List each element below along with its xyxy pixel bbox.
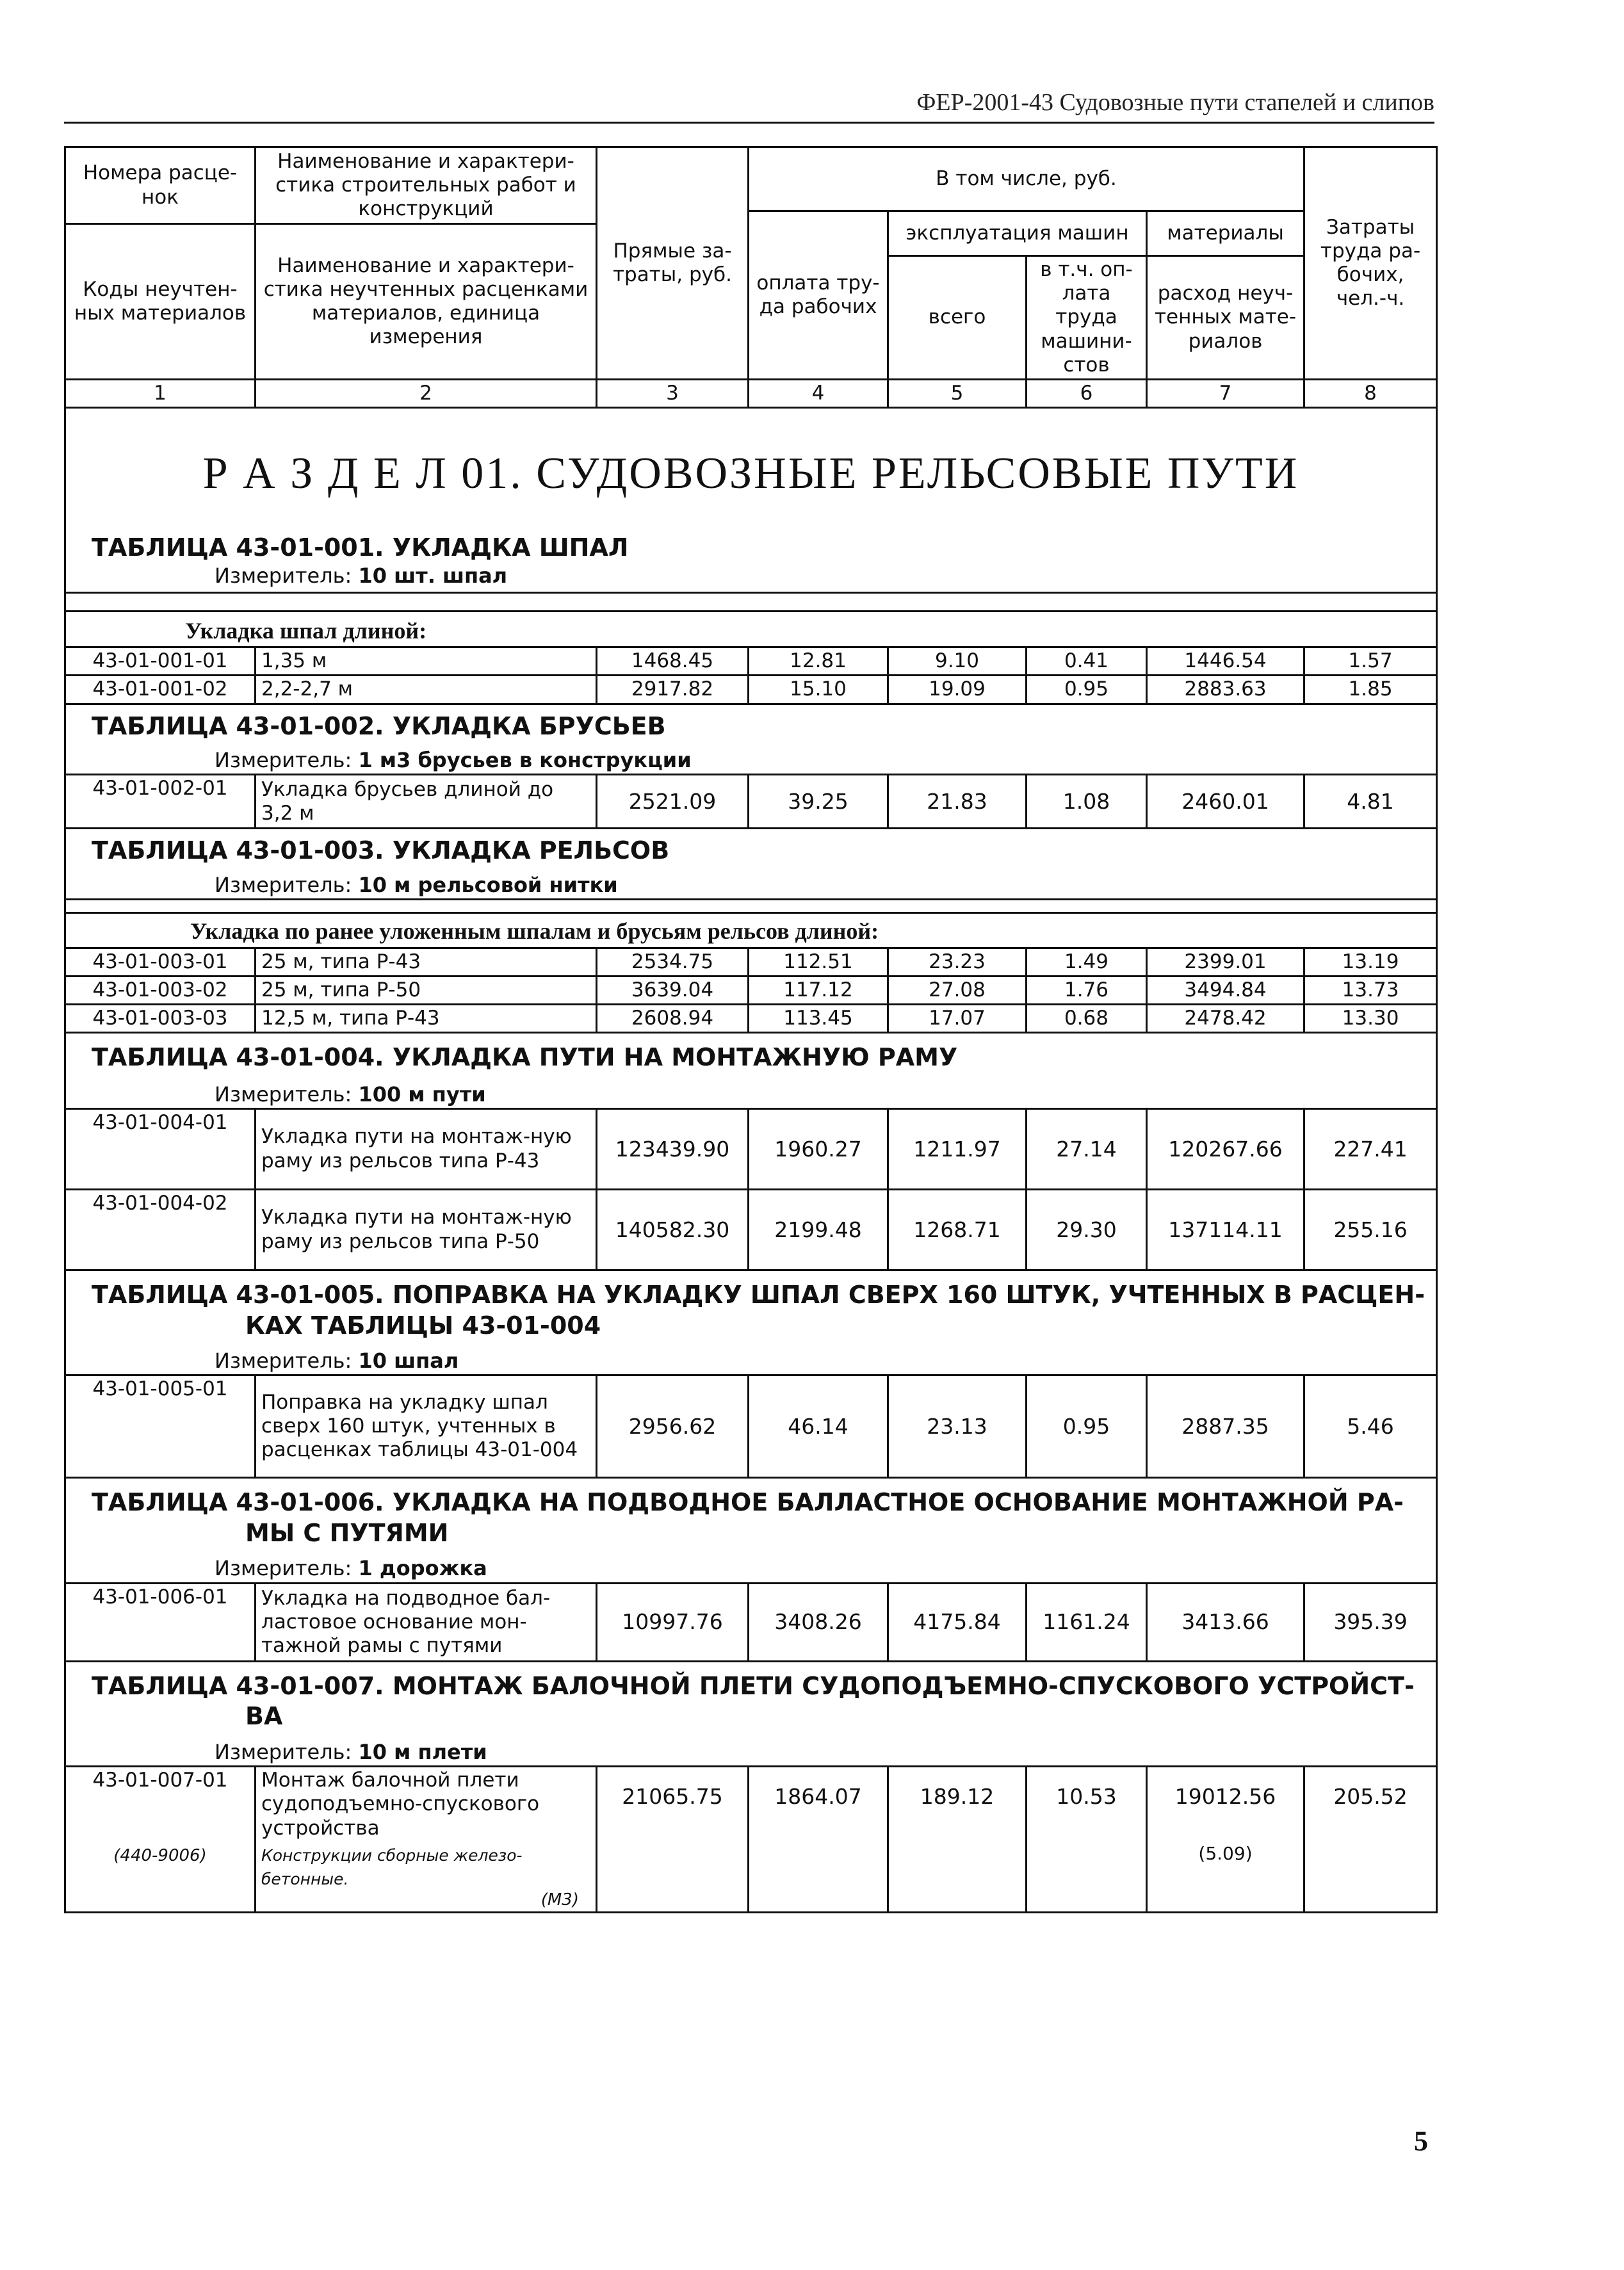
header-machines: эксплуатация машин <box>888 211 1147 256</box>
table-row <box>65 1109 1437 1190</box>
header-material-names: Наименование и характери-стика неучтенных расценками материалов, единица измерения <box>256 224 597 380</box>
labor-hours: 13.30 <box>1304 1004 1437 1032</box>
direct-costs: 2534.75 <box>597 948 749 976</box>
table-caption: Укладка шпал длиной: <box>185 618 427 644</box>
measure-value: 10 м рельсовой нитки <box>358 872 618 897</box>
section-title: Р А З Д Е Л 01. СУДОВОЗНЫЕ РЕЛЬСОВЫЕ ПУТИ <box>202 449 1299 499</box>
table-title-line: ТАБЛИЦА 43-01-005. ПОПРАВКА НА УКЛАДКУ ШПАЛ СВЕРХ 160 ШТУК, УЧТЕННЫХ В РАСЦЕН- <box>92 1281 1425 1309</box>
worker-pay: 2199.48 <box>749 1190 888 1270</box>
work-name: 12,5 м, типа Р-43 <box>256 1004 597 1032</box>
table-title-line: КАХ ТАБЛИЦЫ 43-01-004 <box>245 1311 601 1340</box>
column-number: 8 <box>1304 379 1437 407</box>
direct-costs: 3639.04 <box>597 976 749 1004</box>
column-number: 7 <box>1147 379 1304 407</box>
measure-value: 1 дорожка <box>358 1556 487 1581</box>
materials-cost: 19012.56 <box>1147 1767 1304 1842</box>
labor-hours: 13.19 <box>1304 948 1437 976</box>
column-number: 5 <box>888 379 1027 407</box>
header-unaccounted-materials: расход неуч-тенных мате-риалов <box>1147 256 1304 380</box>
table-row <box>65 676 1437 704</box>
table-title: ТАБЛИЦА 43-01-003. УКЛАДКА РЕЛЬСОВ <box>92 836 670 865</box>
measure-label: Измеритель: <box>215 1082 352 1107</box>
table-title: ТАБЛИЦА 43-01-002. УКЛАДКА БРУСЬЕВ <box>92 711 666 740</box>
work-name: Укладка пути на монтаж-ную раму из рельсов типа Р-50 <box>256 1190 597 1270</box>
measure-value: 10 шт. шпал <box>358 563 508 588</box>
table-row <box>65 647 1437 676</box>
work-name: Укладка брусьев длиной до 3,2 м <box>256 775 597 829</box>
table-title-line: ТАБЛИЦА 43-01-007. МОНТАЖ БАЛОЧНОЙ ПЛЕТИ СУДОПОДЪЕМНО-СПУСКОВОГО УСТРОЙСТ- <box>92 1671 1415 1700</box>
rate-code: 43-01-003-03 <box>65 1004 256 1032</box>
measure-value: 100 м пути <box>358 1082 486 1107</box>
table-row <box>65 1583 1437 1661</box>
machines-total: 21.83 <box>888 775 1027 829</box>
measure-value: 1 м3 брусьев в конструкции <box>358 748 692 773</box>
machines-total: 9.10 <box>888 647 1027 676</box>
rate-code: 43-01-001-02 <box>65 676 256 704</box>
header-rule <box>64 122 1434 124</box>
measure-line <box>66 742 1436 772</box>
table-title: ТАБЛИЦА 43-01-001. УКЛАДКА ШПАЛ <box>92 533 629 562</box>
table-row <box>65 976 1437 1004</box>
direct-costs: 140582.30 <box>597 1190 749 1270</box>
machines-total: 17.07 <box>888 1004 1027 1032</box>
measure-line <box>66 1548 1436 1580</box>
machines-total: 23.13 <box>888 1375 1027 1478</box>
materials-cost: 137114.11 <box>1147 1190 1304 1270</box>
rate-code: 43-01-001-01 <box>65 647 256 676</box>
column-number: 1 <box>65 379 256 407</box>
column-number: 6 <box>1027 379 1147 407</box>
rate-code: 43-01-007-01 <box>65 1767 256 1842</box>
material-unit: (М3) <box>540 1890 579 1910</box>
header-machines-total: всего <box>888 256 1027 380</box>
worker-pay: 1960.27 <box>749 1109 888 1190</box>
measure-label: Измеритель: <box>215 748 352 773</box>
header-direct-costs: Прямые за-траты, руб. <box>597 147 749 380</box>
direct-costs: 1468.45 <box>597 647 749 676</box>
direct-costs: 2917.82 <box>597 676 749 704</box>
worker-pay: 113.45 <box>749 1004 888 1032</box>
header-rate-number: Номера расце-нок <box>65 147 256 224</box>
measure-line <box>66 1341 1436 1373</box>
material-quantity: (5.09) <box>1147 1842 1304 1913</box>
column-number: 2 <box>256 379 597 407</box>
machines-total: 4175.84 <box>888 1583 1027 1661</box>
labor-hours: 13.73 <box>1304 976 1437 1004</box>
table-caption: Укладка по ранее уложенным шпалам и брусьям рельсов длиной: <box>190 918 879 944</box>
direct-costs: 2608.94 <box>597 1004 749 1032</box>
header-machinist-pay: в т.ч. оп-лата труда машини-стов <box>1027 256 1147 380</box>
table-row <box>65 948 1437 976</box>
labor-hours: 255.16 <box>1304 1190 1437 1270</box>
machinist-pay: 0.95 <box>1027 1375 1147 1478</box>
machines-total: 1268.71 <box>888 1190 1027 1270</box>
header-labor-hours: Затраты труда ра-бочих, чел.-ч. <box>1304 147 1437 380</box>
work-name: Укладка пути на монтаж-ную раму из рельсов типа Р-43 <box>256 1109 597 1190</box>
machinist-pay: 1.76 <box>1027 976 1147 1004</box>
rate-code: 43-01-003-02 <box>65 976 256 1004</box>
material-row <box>65 1842 1437 1913</box>
measure-label: Измеритель: <box>215 563 352 588</box>
labor-hours: 395.39 <box>1304 1583 1437 1661</box>
measure-label: Измеритель: <box>215 1739 352 1764</box>
labor-hours: 227.41 <box>1304 1109 1437 1190</box>
machinist-pay: 1161.24 <box>1027 1583 1147 1661</box>
machines-total: 1211.97 <box>888 1109 1027 1190</box>
materials-cost: 120267.66 <box>1147 1109 1304 1190</box>
materials-cost: 1446.54 <box>1147 647 1304 676</box>
measure-value: 10 м плети <box>358 1739 487 1764</box>
rates-table <box>64 146 1438 1913</box>
direct-costs: 2521.09 <box>597 775 749 829</box>
materials-cost: 2399.01 <box>1147 948 1304 976</box>
machines-total: 27.08 <box>888 976 1027 1004</box>
work-name: Поправка на укладку шпал сверх 160 штук, учтенных в расценках таблицы 43-01-004 <box>256 1375 597 1478</box>
table-title-line: ТАБЛИЦА 43-01-006. УКЛАДКА НА ПОДВОДНОЕ БАЛЛАСТНОЕ ОСНОВАНИЕ МОНТАЖНОЙ РА- <box>92 1488 1404 1517</box>
table-title: ТАБЛИЦА 43-01-004. УКЛАДКА ПУТИ НА МОНТАЖНУЮ РАМУ <box>92 1043 958 1072</box>
direct-costs: 21065.75 <box>597 1767 749 1842</box>
table-row <box>65 1004 1437 1032</box>
running-header: ФЕР-2001-43 Судовозные пути стапелей и слипов <box>916 89 1434 116</box>
worker-pay: 39.25 <box>749 775 888 829</box>
labor-hours: 1.85 <box>1304 676 1437 704</box>
table-row <box>65 1375 1437 1478</box>
table-title-line: МЫ С ПУТЯМИ <box>245 1518 449 1547</box>
table-title <box>66 1671 1436 1732</box>
material-name: Конструкции сборные железо-бетонные. <box>261 1845 523 1888</box>
header-materials: материалы <box>1147 211 1304 256</box>
table-title <box>66 1280 1436 1341</box>
rate-code: 43-01-002-01 <box>65 775 256 829</box>
direct-costs: 10997.76 <box>597 1583 749 1661</box>
rate-code: 43-01-004-01 <box>65 1109 256 1190</box>
machinist-pay: 0.41 <box>1027 647 1147 676</box>
header-worker-pay: оплата тру-да рабочих <box>749 211 888 380</box>
materials-cost: 2478.42 <box>1147 1004 1304 1032</box>
measure-label: Измеритель: <box>215 1349 352 1373</box>
work-name: 25 м, типа Р-43 <box>256 948 597 976</box>
worker-pay: 15.10 <box>749 676 888 704</box>
page-number: 5 <box>1414 2125 1428 2157</box>
machinist-pay: 1.49 <box>1027 948 1147 976</box>
worker-pay: 1864.07 <box>749 1767 888 1842</box>
machinist-pay: 0.68 <box>1027 1004 1147 1032</box>
header-work-name: Наименование и характери-стика строительных работ и конструкций <box>256 147 597 224</box>
worker-pay: 112.51 <box>749 948 888 976</box>
materials-cost: 3494.84 <box>1147 976 1304 1004</box>
direct-costs: 123439.90 <box>597 1109 749 1190</box>
machines-total: 23.23 <box>888 948 1027 976</box>
labor-hours: 1.57 <box>1304 647 1437 676</box>
column-number: 4 <box>749 379 888 407</box>
machinist-pay: 1.08 <box>1027 775 1147 829</box>
column-number: 3 <box>597 379 749 407</box>
labor-hours: 205.52 <box>1304 1767 1437 1842</box>
measure-line <box>66 1073 1436 1107</box>
worker-pay: 46.14 <box>749 1375 888 1478</box>
measure-label: Измеритель: <box>215 1556 352 1581</box>
table-row <box>65 775 1437 829</box>
machines-total: 189.12 <box>888 1767 1027 1842</box>
labor-hours: 4.81 <box>1304 775 1437 829</box>
work-name: Монтаж балочной плети судоподъемно-спускового устройства <box>256 1767 597 1842</box>
rate-code: 43-01-003-01 <box>65 948 256 976</box>
table-row <box>65 1767 1437 1842</box>
measure-line <box>66 866 1436 897</box>
labor-hours: 5.46 <box>1304 1375 1437 1478</box>
header-in-total: В том числе, руб. <box>749 147 1304 211</box>
work-name: 2,2-2,7 м <box>256 676 597 704</box>
header-material-codes: Коды неучтен-ных материалов <box>65 224 256 380</box>
table-row <box>65 1190 1437 1270</box>
rate-code: 43-01-004-02 <box>65 1190 256 1270</box>
work-name: 1,35 м <box>256 647 597 676</box>
work-name: 25 м, типа Р-50 <box>256 976 597 1004</box>
materials-cost: 2887.35 <box>1147 1375 1304 1478</box>
machines-total: 19.09 <box>888 676 1027 704</box>
worker-pay: 117.12 <box>749 976 888 1004</box>
measure-value: 10 шпал <box>358 1349 459 1373</box>
materials-cost: 2460.01 <box>1147 775 1304 829</box>
measure-label: Измеритель: <box>215 872 352 897</box>
table-title-line: ВА <box>245 1702 283 1731</box>
work-name: Укладка на подводное бал-ластовое основание мон-тажной рамы с путями <box>256 1583 597 1661</box>
machinist-pay: 10.53 <box>1027 1767 1147 1842</box>
table-title <box>66 1488 1436 1548</box>
material-code: (440-9006) <box>113 1845 207 1865</box>
rate-code: 43-01-006-01 <box>65 1583 256 1661</box>
materials-cost: 3413.66 <box>1147 1583 1304 1661</box>
rate-code: 43-01-005-01 <box>65 1375 256 1478</box>
machinist-pay: 27.14 <box>1027 1109 1147 1190</box>
direct-costs: 2956.62 <box>597 1375 749 1478</box>
worker-pay: 3408.26 <box>749 1583 888 1661</box>
materials-cost: 2883.63 <box>1147 676 1304 704</box>
measure-line <box>66 563 1436 592</box>
worker-pay: 12.81 <box>749 647 888 676</box>
machinist-pay: 0.95 <box>1027 676 1147 704</box>
measure-line <box>66 1732 1436 1764</box>
machinist-pay: 29.30 <box>1027 1190 1147 1270</box>
